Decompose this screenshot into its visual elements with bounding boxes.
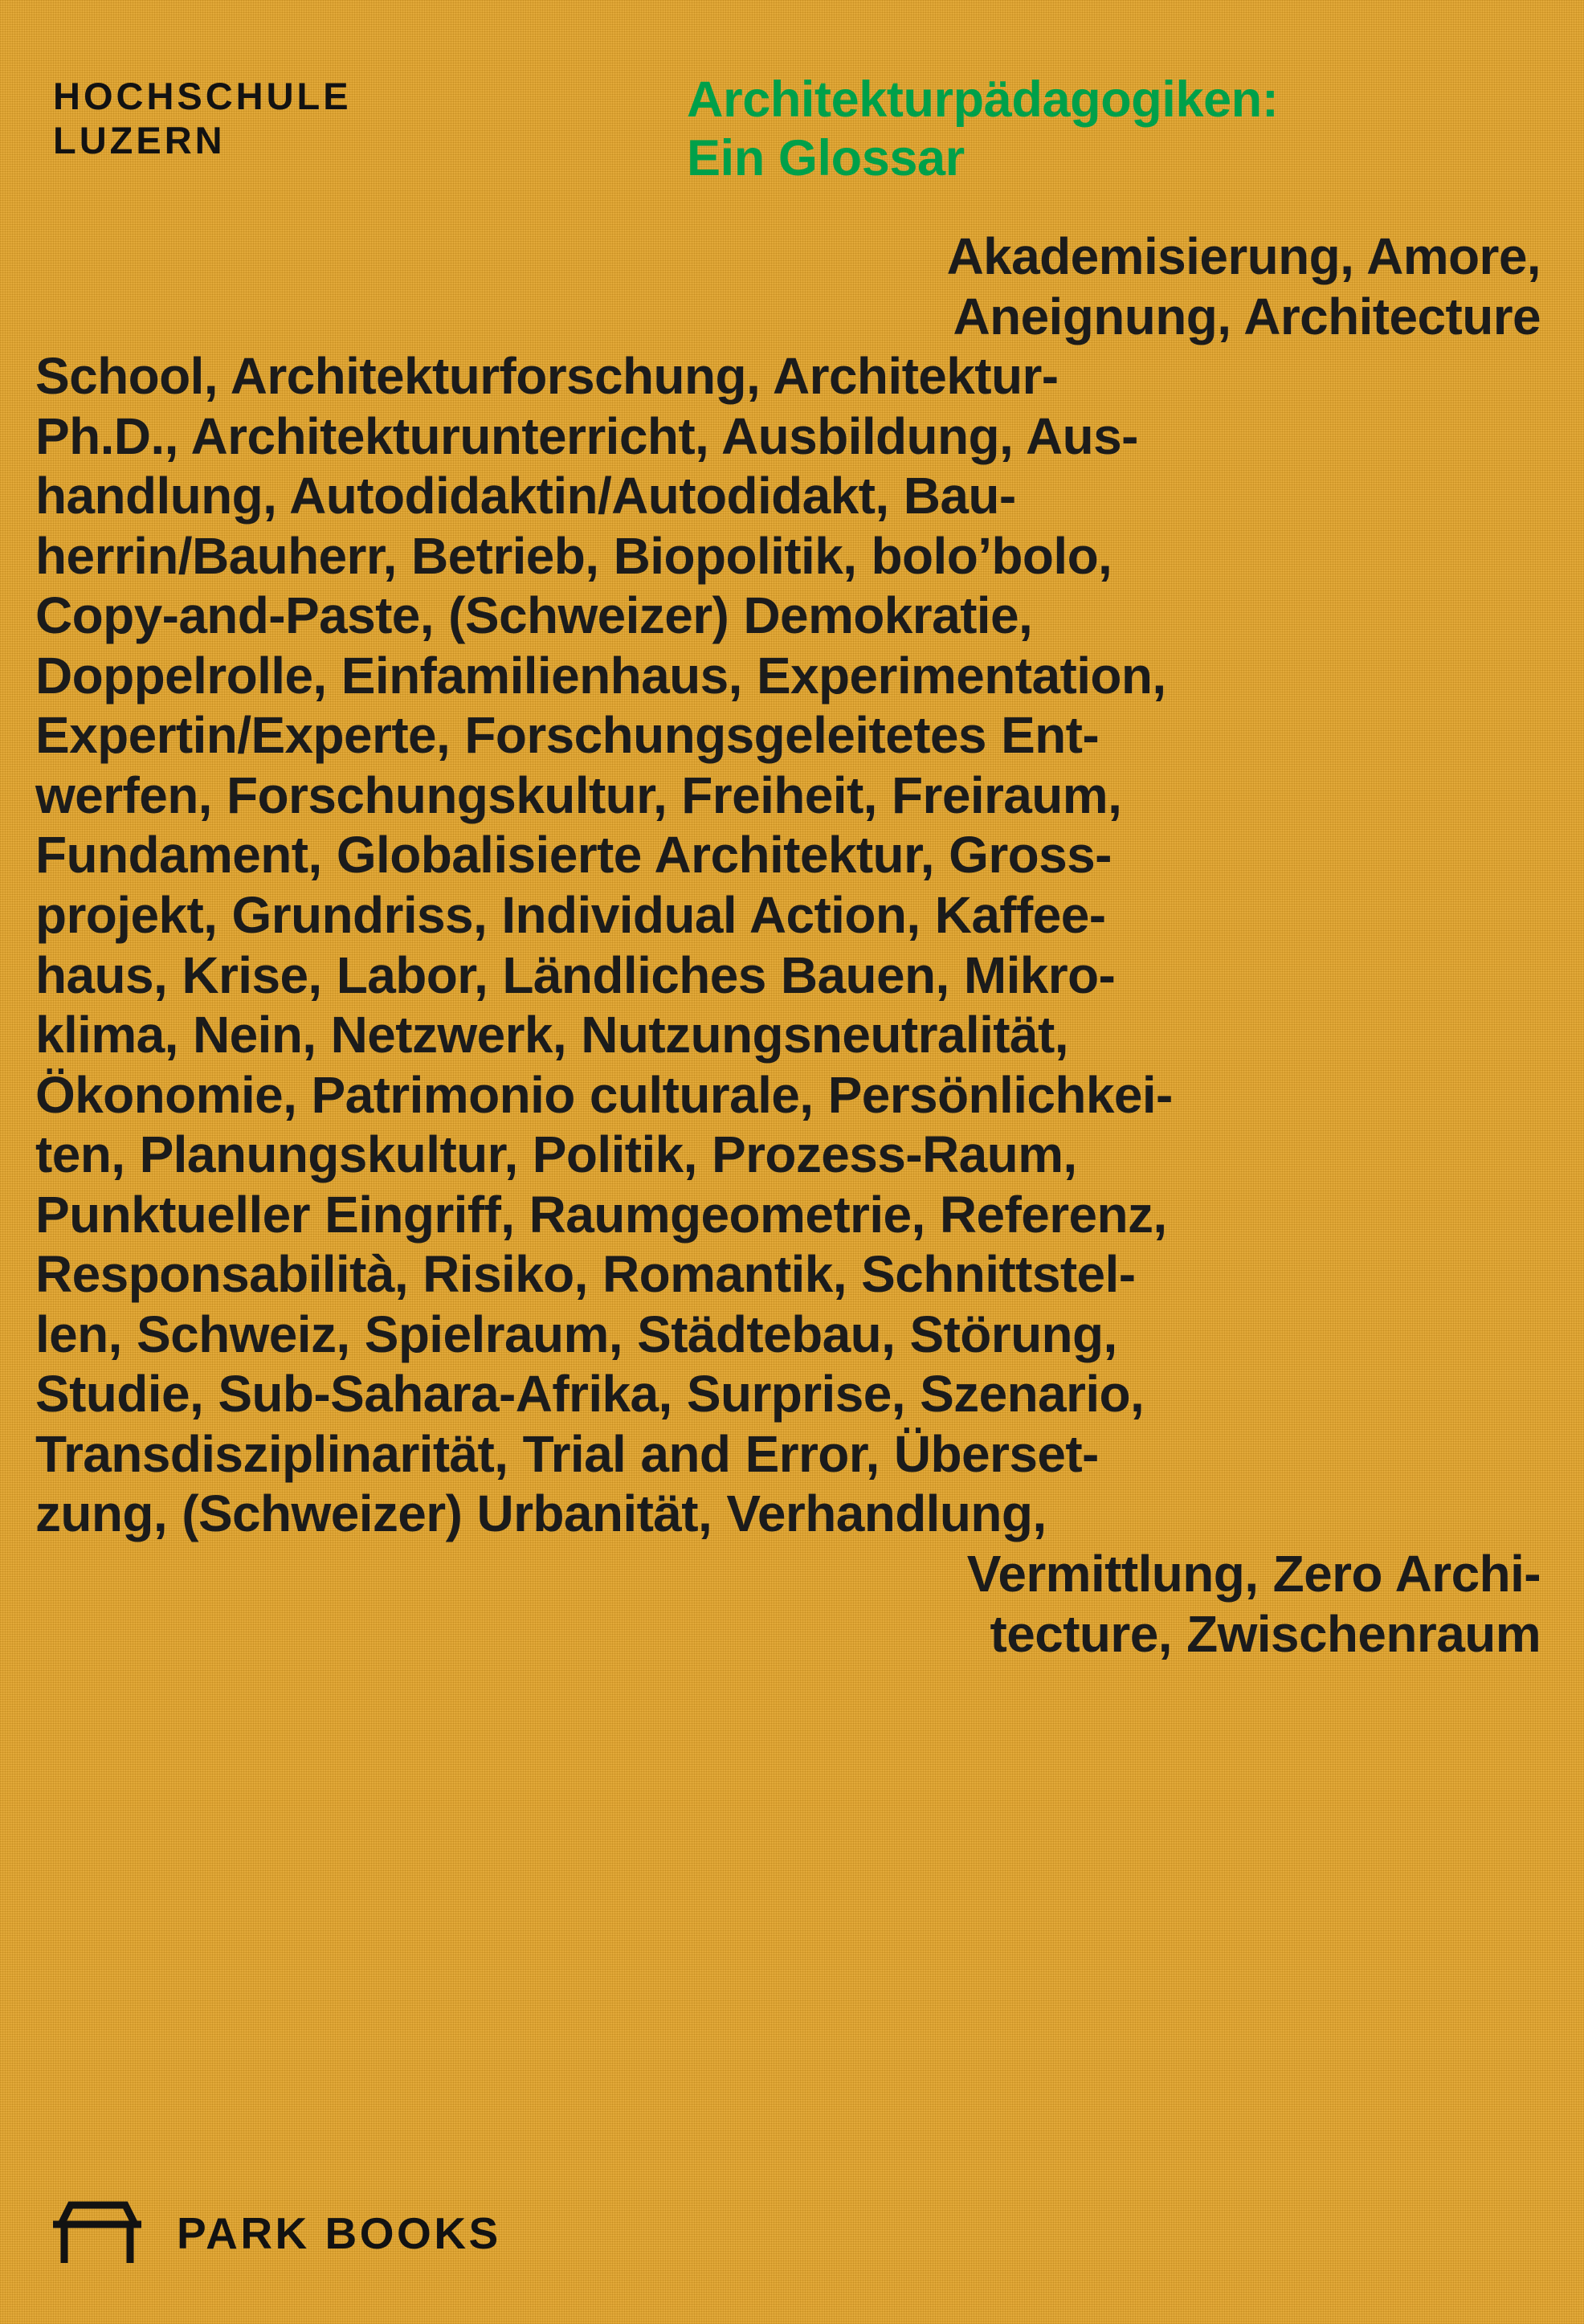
glossary-line: Doppelrolle, Einfamilienhaus, Experimentation,: [35, 646, 1166, 705]
title-line-1: Architekturpädagogiken:: [687, 71, 1279, 128]
glossary-line: Expertin/Experte, Forschungsgeleitetes Ent-: [35, 706, 1100, 765]
title-line-2: Ein Glossar: [687, 130, 965, 187]
school-logo-line-1: HOCHSCHULE: [53, 75, 352, 117]
school-logo: [53, 75, 352, 163]
glossary-line: School, Architekturforschung, Architektur-: [35, 347, 1059, 406]
glossary-line: haus, Krise, Labor, Ländliches Bauen, Mikro-: [35, 946, 1116, 1004]
glossary-line: Ph.D., Architekturunterricht, Ausbildung, Aus-: [35, 406, 1138, 465]
school-logo-line-2: LUZERN: [53, 118, 226, 161]
glossary-line: projekt, Grundriss, Individual Action, Kaffee-: [35, 886, 1106, 945]
publisher-name: PARK BOOKS: [177, 2208, 501, 2258]
glossary-line: handlung, Autodidaktin/Autodidakt, Bau-: [35, 467, 1016, 525]
glossary-line: Studie, Sub-Sahara-Afrika, Surprise, Szenario,: [35, 1365, 1145, 1423]
glossary-line: zung, (Schweizer) Urbanität, Verhandlung,: [35, 1485, 1047, 1543]
publisher-imprint: [48, 2200, 501, 2266]
glossary-line: tecture, Zwischenraum: [990, 1604, 1541, 1663]
glossary-line: Transdisziplinarität, Trial and Error, Überset-: [35, 1424, 1099, 1483]
glossary-line: werfen, Forschungskultur, Freiheit, Freiraum,: [35, 766, 1122, 824]
glossary-line: Punktueller Eingriff, Raumgeometrie, Referenz,: [35, 1185, 1167, 1244]
glossary-line: Fundament, Globalisierte Architektur, Gross-: [35, 826, 1112, 884]
glossary-line: len, Schweiz, Spielraum, Städtebau, Störung,: [35, 1305, 1117, 1363]
glossary-term-list: [35, 227, 1545, 1664]
page-title: [687, 71, 1538, 188]
glossary-line: Vermittlung, Zero Archi-: [966, 1545, 1541, 1603]
park-bench-icon: [48, 2200, 146, 2266]
glossary-line: klima, Nein, Netzwerk, Nutzungsneutralität,: [35, 1006, 1068, 1064]
glossary-line: ten, Planungskultur, Politik, Prozess-Raum,: [35, 1125, 1077, 1184]
glossary-line: herrin/Bauherr, Betrieb, Biopolitik, bolo’bolo,: [35, 526, 1112, 585]
glossary-line: Ökonomie, Patrimonio culturale, Persönlichkei-: [35, 1065, 1173, 1124]
glossary-line: Akademisierung, Amore,: [946, 227, 1541, 285]
glossary-line: Copy-and-Paste, (Schweizer) Demokratie,: [35, 586, 1033, 645]
glossary-line: Aneignung, Architecture: [953, 287, 1541, 345]
glossary-line: Responsabilità, Risiko, Romantik, Schnittstel-: [35, 1245, 1136, 1304]
